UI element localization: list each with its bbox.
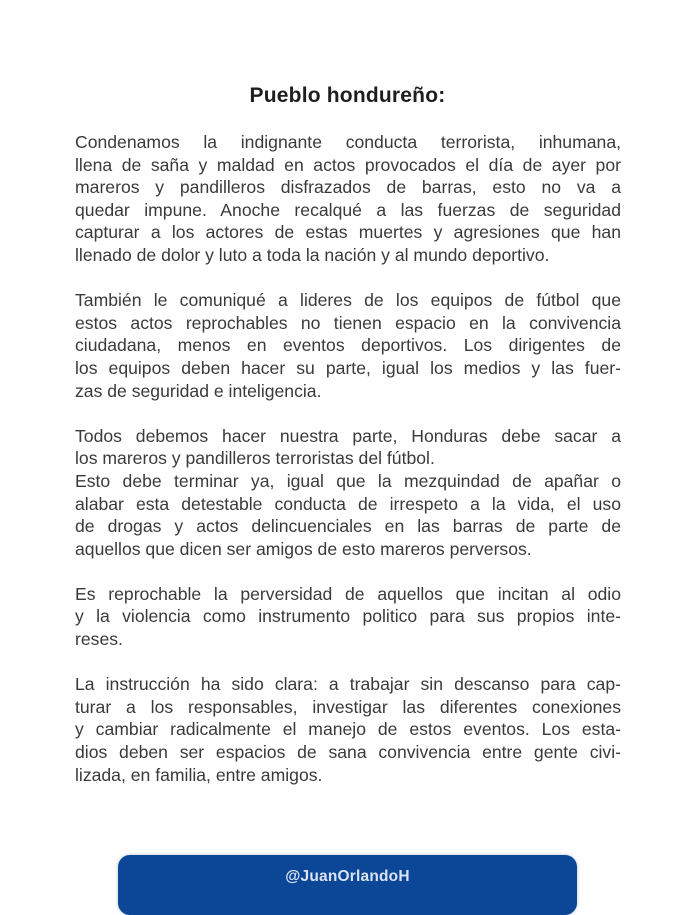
text-line: capturar a los actores de estas muertes y agresiones que han [75, 222, 621, 243]
statement-title: Pueblo hondureño: [249, 84, 446, 107]
text-line: reses. [75, 629, 123, 650]
text-line: llena de saña y maldad en actos provocados el día de ayer por [75, 154, 621, 175]
social-handle-banner [118, 855, 577, 915]
text-line: de drogas y actos delincuenciales en las barras de parte de [75, 516, 621, 537]
paragraph-1 [75, 131, 621, 267]
paragraph-3 [75, 425, 621, 561]
text-line: los equipos deben hacer su parte, igual los medios y las fuer- [75, 357, 621, 378]
statement-body [75, 131, 621, 809]
text-line: y cambiar radicalmente el manejo de estos eventos. Los esta- [75, 719, 621, 740]
text-line: y la violencia como instrumento politico para sus propios inte- [75, 606, 621, 627]
text-line: Condenamos la indignante conducta terrorista, inhumana, [75, 132, 621, 152]
text-line: lizada, en familia, entre amigos. [75, 764, 323, 785]
text-line: Es reprochable la perversidad de aquellos que incitan al odio [75, 583, 621, 604]
text-line: mareros y pandilleros disfrazados de barras, esto no va a [75, 177, 621, 198]
paragraph-2 [75, 289, 621, 402]
text-line: llenado de dolor y luto a toda la nación y al mundo deportivo. [75, 244, 550, 265]
text-line: alabar esta detestable conducta de irrespeto a la vida, el uso [75, 493, 621, 514]
text-line: los mareros y pandilleros terroristas del fútbol. [75, 448, 435, 469]
text-line: Todos debemos hacer nuestra parte, Honduras debe sacar a [75, 425, 621, 446]
text-line: turar a los responsables, investigar las diferentes conexiones [75, 696, 621, 717]
text-line: La instrucción ha sido clara: a trabajar sin descanso para cap- [75, 674, 621, 695]
twitter-handle: @JuanOrlandoH [285, 868, 410, 885]
paragraph-4 [75, 583, 621, 651]
paragraph-5 [75, 673, 621, 786]
text-line: ciudadana, menos en eventos deportivos. Los dirigentes de [75, 335, 621, 356]
text-line: dios deben ser espacios de sana convivencia entre gente civi- [75, 742, 621, 763]
text-line: quedar impune. Anoche recalqué a las fuerzas de seguridad [75, 199, 621, 220]
text-line: También le comuniqué a lideres de los equipos de fútbol que [75, 290, 621, 311]
text-line: zas de seguridad e inteligencia. [75, 380, 322, 401]
text-line: Esto debe terminar ya, igual que la mezquindad de apañar o [75, 470, 621, 491]
text-line: aquellos que dicen ser amigos de esto mareros perversos. [75, 538, 532, 559]
text-line: estos actos reprochables no tienen espacio en la convivencia [75, 312, 621, 333]
